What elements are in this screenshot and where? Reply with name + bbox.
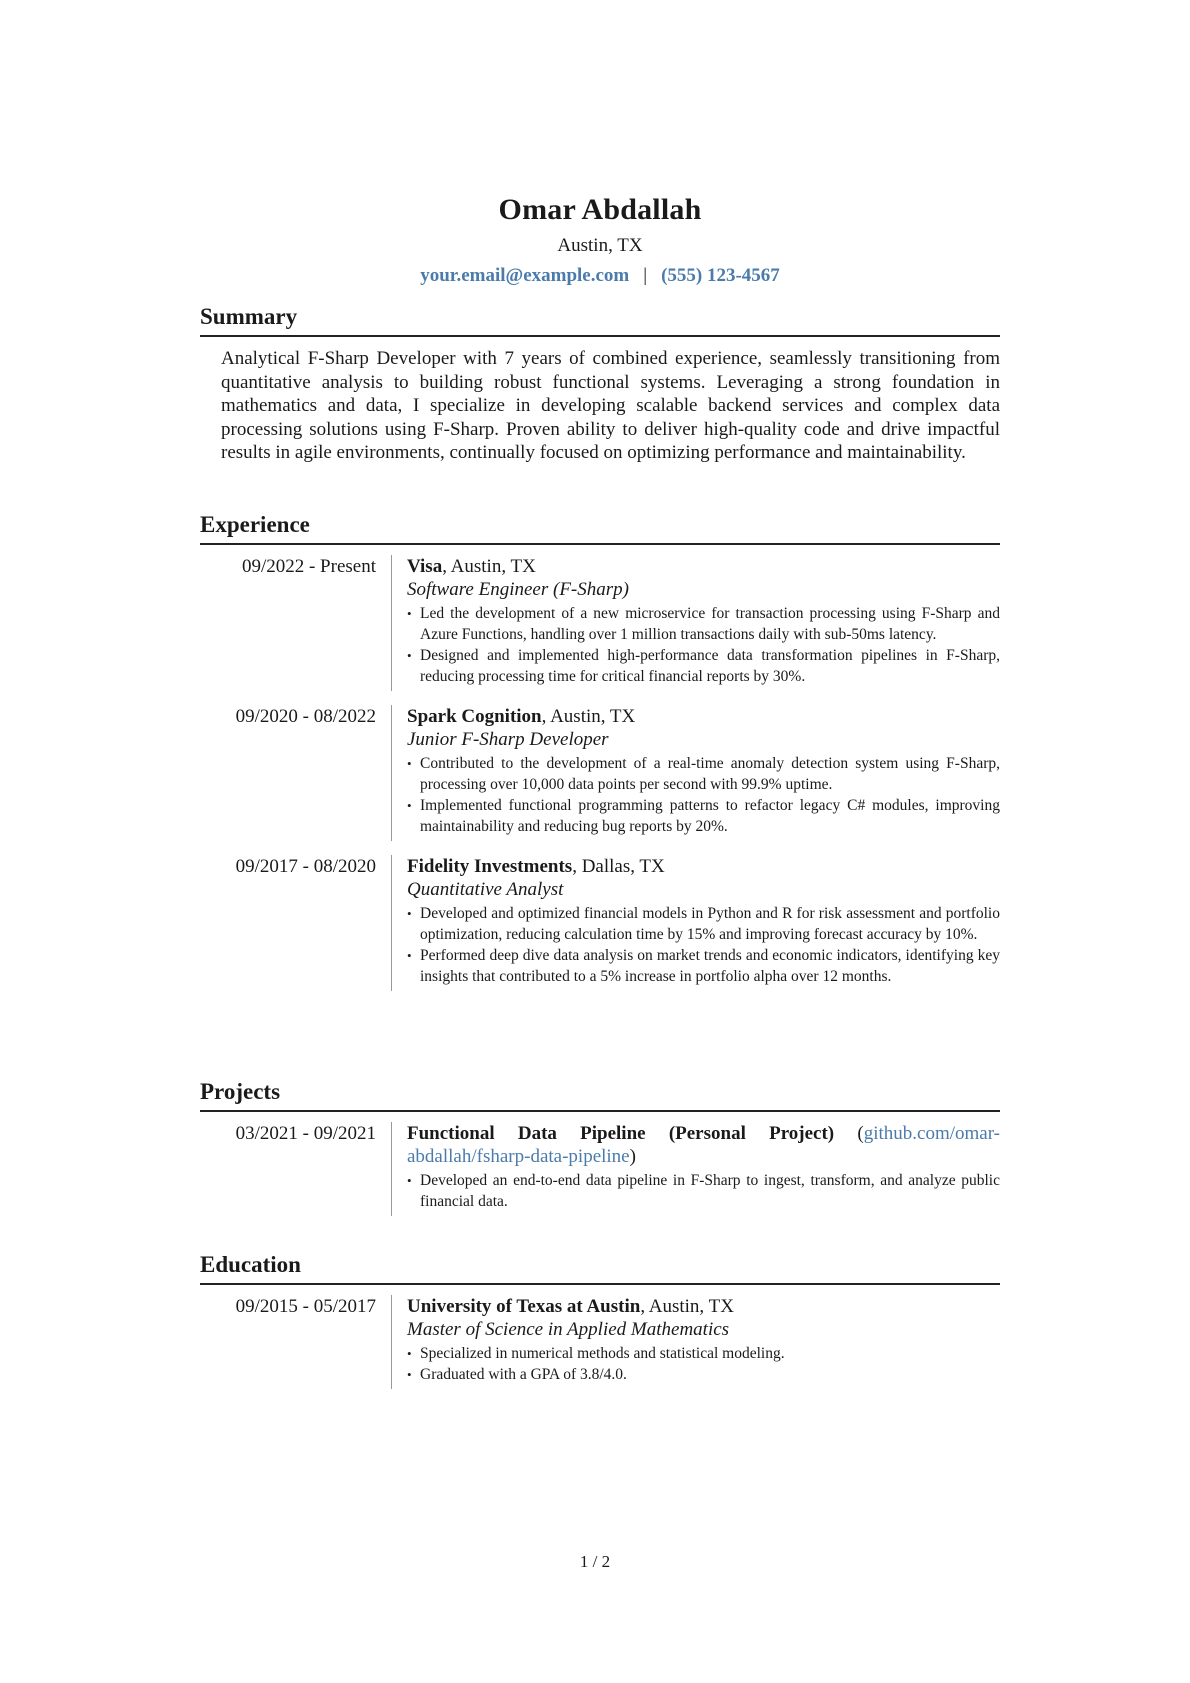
achievement-item: • Graduated with a GPA of 3.8/4.0. [407,1364,1000,1385]
section-title-summary: Summary [200,302,1000,337]
achievement-list [407,1343,1000,1385]
contact-line [200,262,1000,290]
job-title: Software Engineer (F-Sharp) [407,579,629,600]
link-open-paren: ( [834,1123,864,1144]
project-name: Functional Data Pipeline (Personal Project) [407,1123,835,1144]
company-location: , Dallas, TX [572,856,665,877]
achievement-item: • Performed deep dive data analysis on market trends and economic indicators, identifying key insights that contributed to a 5% increase in portfolio alpha over 12 months. [407,945,1000,987]
entry-date: 09/2017 - 08/2020 [235,856,376,877]
company-location: , Austin, TX [541,706,636,727]
entry-heading [407,705,1000,728]
entry-heading [407,555,1000,578]
link-close-paren: ) [629,1146,636,1167]
achievement-item: • Contributed to the development of a real-time anomaly detection system using F-Sharp, processing over 10,000 data points per second with 99.9% uptime. [407,753,1000,795]
entry-body [391,1122,1000,1216]
phone-link[interactable]: (555) 123-4567 [661,265,780,286]
job-title: Quantitative Analyst [407,879,564,900]
entry-body [391,705,1000,841]
resume-header [200,0,1000,290]
entry-heading [407,1122,1000,1168]
summary-section [200,302,1000,465]
company-name: Visa [407,556,443,577]
experience-entry [200,705,1000,841]
achievement-list [407,1170,1000,1212]
company-location: , Austin, TX [442,556,536,577]
institution-name: University of Texas at Austin [407,1296,641,1317]
section-title-education: Education [200,1250,1000,1285]
entry-body [391,855,1000,991]
experience-section [200,510,1000,991]
candidate-location: Austin, TX [557,235,643,256]
company-name: Spark Cognition [407,706,542,727]
institution-location: , Austin, TX [640,1296,734,1317]
degree-title: Master of Science in Applied Mathematics [407,1319,730,1340]
experience-entry [200,555,1000,691]
candidate-name: Omar Abdallah [498,193,702,226]
achievement-item: • Developed an end-to-end data pipeline in F-Sharp to ingest, transform, and analyze public financial data. [407,1170,1000,1212]
contact-separator: | [643,265,648,286]
section-title-projects: Projects [200,1077,1000,1112]
entry-body [391,555,1000,691]
achievement-item: • Specialized in numerical methods and statistical modeling. [407,1343,1000,1364]
section-title-experience: Experience [200,510,1000,545]
project-repo-link[interactable]: github.com/omar-abdallah/fsharp-data-pipeline [407,1123,1000,1167]
experience-entry [200,855,1000,991]
achievement-list [407,903,1000,987]
education-section [200,1250,1000,1389]
entry-date: 09/2015 - 05/2017 [235,1296,376,1317]
achievement-item: • Developed and optimized financial models in Python and R for risk assessment and portfolio optimization, reducing calculation time by 15% and improving forecast accuracy by 10%. [407,903,1000,945]
achievement-item: • Implemented functional programming patterns to refactor legacy C# modules, improving maintainability and reducing bug reports by 20%. [407,795,1000,837]
email-link[interactable]: your.email@example.com [420,265,630,286]
summary-text: Analytical F-Sharp Developer with 7 years of combined experience, seamlessly transitioning from quantitative analysis to building robust functional systems. Leveraging a strong foundation in mathematics and data, I specialize in developing scalable backend services and complex data processing solutions using F-Sharp. Proven ability to deliver high-quality code and drive impactful results in agile environments, continually focused on optimizing performance and maintainability. [221,348,1000,463]
achievement-list [407,753,1000,837]
achievement-list [407,603,1000,687]
entry-body [391,1295,1000,1389]
achievement-item: • Led the development of a new microservice for transaction processing using F-Sharp and Azure Functions, handling over 1 million transactions daily with sub-50ms latency. [407,603,1000,645]
education-entry [200,1295,1000,1389]
project-entry [200,1122,1000,1216]
entry-date: 03/2021 - 09/2021 [235,1123,376,1144]
company-name: Fidelity Investments [407,856,573,877]
achievement-item: • Designed and implemented high-performance data transformation pipelines in F-Sharp, reducing processing time for critical financial reports by 30%. [407,645,1000,687]
job-title: Junior F-Sharp Developer [407,729,609,750]
resume-page [200,0,1000,1383]
entry-heading [407,855,1000,878]
entry-heading [407,1295,1000,1318]
entry-date: 09/2020 - 08/2022 [235,706,376,727]
page-number: 1 / 2 [579,1552,611,1571]
projects-section [200,1077,1000,1216]
entry-date: 09/2022 - Present [241,556,376,577]
